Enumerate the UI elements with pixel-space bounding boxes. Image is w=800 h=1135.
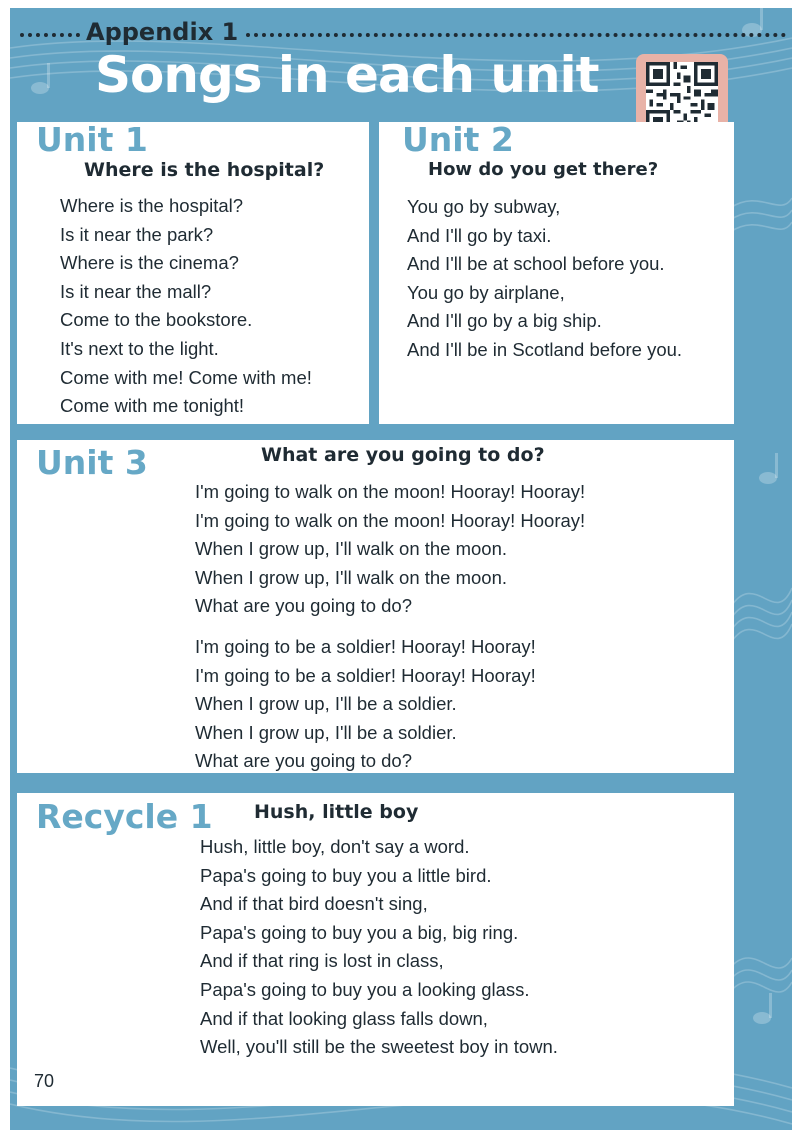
lyric-line: It's next to the light.: [60, 337, 219, 359]
lyric-line: And I'll be at school before you.: [407, 253, 665, 275]
lyric-line: Where is the cinema?: [60, 252, 239, 274]
unit-title: Recycle 1: [36, 797, 213, 836]
lyric-line: Where is the hospital?: [60, 195, 244, 216]
lyric-line: And I'll be in Scotland before you.: [407, 338, 683, 360]
song-title: What are you going to do?: [261, 444, 545, 466]
lyric-line: What are you going to do?: [195, 595, 413, 617]
lyric-line: Is it near the mall?: [60, 280, 212, 302]
dotted-rule-left: [20, 33, 80, 37]
unit-2-card: [379, 122, 734, 424]
unit-title: Unit 1: [36, 120, 148, 159]
lyric-line: You go by subway,: [407, 196, 561, 217]
verse-1-lyrics: [195, 478, 585, 621]
lyric-line: And I'll go by taxi.: [407, 224, 552, 246]
lyric-line: Come to the bookstore.: [60, 309, 253, 331]
lyric-line: And if that looking glass falls down,: [200, 1007, 488, 1029]
verse-2-lyrics: [195, 633, 536, 776]
lyric-line: And I'll go by a big ship.: [407, 310, 602, 332]
lyrics-list: [407, 193, 682, 365]
lyric-line: I'm going to walk on the moon! Hooray! Hooray!: [195, 509, 586, 531]
lyric-line: Papa's going to buy you a big, big ring.: [200, 921, 519, 943]
song-title: How do you get there?: [428, 159, 659, 180]
lyrics-list: [200, 833, 558, 1062]
lyric-line: What are you going to do?: [195, 750, 413, 772]
lyric-line: And if that ring is lost in class,: [200, 950, 444, 972]
lyric-line: When I grow up, I'll be a soldier.: [195, 721, 457, 743]
song-title: Hush, little boy: [254, 801, 419, 823]
song-title: Where is the hospital?: [84, 159, 325, 181]
page-number: 70: [34, 1071, 55, 1091]
lyric-line: When I grow up, I'll walk on the moon.: [195, 566, 508, 588]
unit-3-card: [17, 440, 734, 773]
dotted-rule-right: [246, 33, 786, 37]
lyric-line: Well, you'll still be the sweetest boy in town.: [200, 1036, 558, 1058]
lyric-line: You go by airplane,: [407, 281, 565, 303]
lyric-line: Papa's going to buy you a little bird.: [200, 864, 492, 886]
lyric-line: Is it near the park?: [60, 223, 214, 245]
lyric-line: I'm going to be a soldier! Hooray! Hooray!: [195, 636, 536, 657]
lyric-line: Come with me! Come with me!: [60, 366, 312, 388]
lyric-line: Papa's going to buy you a looking glass.: [200, 978, 530, 1000]
lyric-line: And if that bird doesn't sing,: [200, 893, 428, 915]
unit-title: Unit 3: [36, 443, 148, 482]
lyric-line: Hush, little boy, don't say a word.: [200, 836, 470, 857]
lyric-line: I'm going to be a soldier! Hooray! Hooray!: [195, 664, 536, 686]
lyric-line: Come with me tonight!: [60, 395, 245, 417]
unit-title: Unit 2: [402, 120, 514, 159]
recycle-1-card: [17, 793, 734, 1106]
appendix-label: Appendix 1: [86, 18, 239, 46]
lyric-line: When I grow up, I'll be a soldier.: [195, 693, 457, 715]
lyrics-list: [60, 192, 312, 421]
lyric-line: I'm going to walk on the moon! Hooray! Hooray!: [195, 481, 586, 502]
lyric-line: When I grow up, I'll walk on the moon.: [195, 538, 508, 560]
page-title: Songs in each unit: [95, 46, 599, 104]
unit-1-card: [17, 122, 369, 424]
